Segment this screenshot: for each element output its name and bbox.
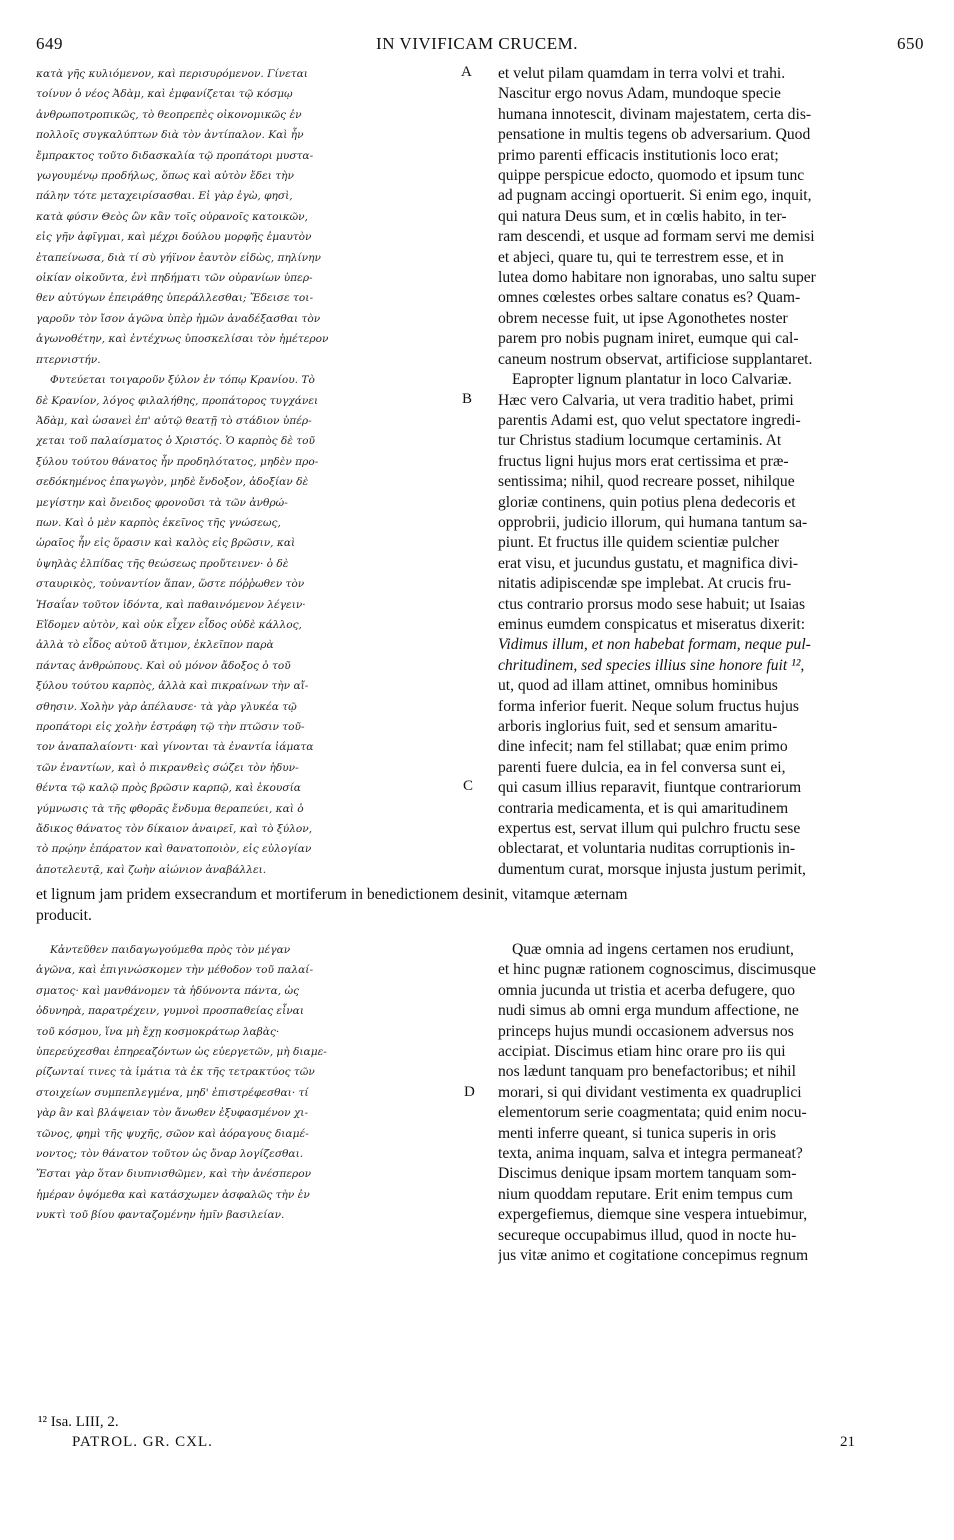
greek-text-line: σματος· καὶ μανθάνομεν τὰ ἡδύνοντα πάντα, ὡς (36, 984, 300, 997)
greek-text-line: γὰρ ἂν καὶ βλάψειαν τὸν ἄνωθεν ἐξυφασμένον χι- (36, 1107, 309, 1120)
greek-text-line: πάλην τότε μεταχειρίσασθαι. Εἰ γὰρ ἐγὼ, φησὶ, (36, 190, 293, 203)
greek-text-line: μεγίστην καὶ ὄνειδος φρονοῦσι τὰ τῶν ἀνθρώ- (36, 496, 288, 509)
latin-text-line: expertus est, servat illum qui pulchro fructu sese (498, 820, 801, 838)
latin-text-line: forma inferior fuerit. Neque solum fructus hujus (498, 697, 799, 715)
greek-text-line: θεν αὐτύγων ἐπειράθης ὑπεράλλεσθαι; Ἔδεισε τοι- (36, 292, 314, 305)
greek-text-line: κατὰ φύσιν Θεὸς ὢν κἂν τοῖς οὐρανοῖς κατοικῶν, (36, 210, 308, 223)
greek-text-line: ὑψηλὰς ἐλπίδας τῆς θεώσεως προὔτεινεν· ὁ δὲ (36, 557, 289, 570)
greek-text-line: ρίζωνταί τινες τὰ ἱμάτια τὰ ἐκ τῆς τετρακτύος τῶν (36, 1066, 315, 1079)
greek-text-line: ἐταπείνωσα, διὰ τί σὺ γήϊνον ἑαυτὸν εἰδὼς, πηλίνην (36, 251, 321, 264)
latin-text-line: menti inferre queant, si tunica superis in oris (498, 1124, 777, 1142)
greek-text-line: ξύλου τούτου θάνατος ἦν προδηλότατος, μηδὲν προ- (36, 455, 319, 468)
greek-text-line: ἄδικος θάνατος τὸν δίκαιον ἀναιρεῖ, καὶ τὸ ξύλον, (36, 823, 313, 836)
latin-text-line: accipiat. Discimus etiam hinc orare pro iis qui (498, 1043, 786, 1061)
latin-text-line: sentissima; nihil, quod recreare posset, nihilque (498, 473, 795, 491)
latin-text-line: qui natura Deus sum, et in cœlis habito, in ter- (498, 207, 787, 225)
latin-text-line: texta, anima inquam, salva et integra permaneat? (498, 1145, 803, 1163)
greek-text-line: χεται τοῦ παλαίσματος ὁ Χριστός. Ὁ καρπὸς δὲ τοῦ (36, 435, 315, 448)
greek-text-line: πτερνιστήν. (36, 353, 101, 366)
latin-column-top (498, 64, 924, 880)
latin-text-line: morari, si qui dividant vestimenta ex quadruplici (498, 1083, 802, 1101)
greek-text-line: οἰκίαν οἰκοῦντα, ἑνὶ πηδήματι τῶν οὐρανίων ὑπερ- (36, 272, 313, 285)
greek-text-line: γωγουμένῳ προδήλως, ὅπως καὶ αὐτὸν ἔδει τὴν (36, 170, 294, 183)
latin-text-line: tur Christus stadium locumque certaminis. At (498, 432, 782, 450)
latin-text-line: lutea domo habitare non ignorabas, uno saltu super (498, 269, 816, 287)
latin-text-line: dine infecit; nam fel stillabat; quæ enim primo (498, 738, 788, 756)
latin-text-line: caneum nostrum observat, artificiose supplantaret. (498, 350, 813, 368)
latin-text-line: Eapropter lignum plantatur in loco Calvariæ. (512, 371, 792, 389)
signature-number: 21 (840, 1434, 855, 1450)
latin-text-line: arboris inglorius fuit, sed et sensum amaritu- (498, 718, 778, 735)
latin-text-line: piunt. Et fructus ille quidem scientiæ pulcher (498, 534, 780, 552)
greek-column-bottom (36, 940, 456, 1226)
greek-text-line: τον ἀναπαλαίοντι· καὶ γίνονται τὰ ἐναντία ἰάματα (36, 741, 314, 754)
greek-text-line: Κἀντεῦθεν παιδαγωγούμεθα πρὸς τὸν μέγαν (50, 944, 291, 956)
latin-text-line: eminus eumdem conspicatus et miseratus dixerit: (498, 615, 806, 633)
greek-text-line: Ἀδὰμ, καὶ ὡσανεὶ ἐπ' αὐτῷ θεατῇ τὸ στάδιον ὑπέρ- (36, 414, 312, 427)
greek-text-line: εἰς γῆν ἀφῖγμαι, καὶ μέχρι δούλου μορφῆς ἐμαυτὸν (36, 231, 312, 244)
greek-text-line: ὑπερεύχεσθαι ἐπηρεαζόντων ὡς εὐεργετῶν, μὴ διαμε- (36, 1046, 327, 1059)
latin-text-line: dumentum curat, morsque injusta justum perimit, (498, 860, 806, 878)
greek-text-line: τῶν ἐναντίων, καὶ ὁ πικρανθεὶς σώζει τὸν ἡδυν- (36, 761, 299, 774)
latin-text-line: oblectarat, et voluntaria nuditas corruptionis in- (498, 840, 796, 858)
latin-text-line: Nascitur ergo novus Adam, mundoque specie (498, 85, 781, 103)
margin-letter-d: D (464, 1084, 475, 1100)
latin-text-line: ram descendi, et usque ad formam servi me demisi (498, 228, 815, 246)
greek-text-line: γαροῦν τὸν ἴσον ἀγῶνα ὑπὲρ ἡμῶν ἀναδέξασθαι τὸν (36, 312, 321, 325)
latin-text-line: ut, quod ad illam attinet, omnibus hominibus (498, 677, 778, 695)
greek-text-line: νυκτὶ τοῦ βίου φανταζομένην ἡμῖν βασιλείαν. (36, 1209, 285, 1222)
latin-text-line: et hinc pugnæ rationem cognoscimus, discimusque (498, 961, 816, 979)
signature-mark: PATROL. GR. CXL. (72, 1434, 213, 1450)
latin-text-line: princeps hujus mundi occasionem adversus nos (498, 1022, 794, 1040)
margin-letter-c: C (463, 778, 474, 794)
greek-text-line: ἡμέραν ὀψόμεθα καὶ κατάσχωμεν ἀσφαλῶς τὴν ἐν (36, 1188, 310, 1201)
latin-text-line: ctus contrario prorsus modo sese habuit; ut Isaias (498, 595, 806, 613)
latin-text-line: nium quoddam reputare. Erit enim tempus cum (498, 1185, 793, 1203)
latin-text-line: ad pugnam accingi oportuerit. Si enim ego, inquit, (498, 187, 812, 205)
greek-text-line: ἔμπρακτος τοῦτο διδασκαλία τῷ προπάτορι μυστα- (36, 149, 314, 162)
greek-text-line: πολλοῖς συγκαλύπτων διὰ τὸν ἀντίπαλον. Καὶ ἦν (36, 129, 304, 142)
latin-text-line: parem pro nobis pugnam iniret, eumque qui cal- (498, 330, 799, 348)
greek-text-line: Ἔσται γὰρ ὅταν διυπνισθῶμεν, καὶ τὴν ἀνέσπερον (36, 1168, 312, 1181)
latin-text-line: pensatione in multis tegens ob adversarium. Quod (498, 126, 811, 144)
latin-text-line: omnes cœlestes orbes saltare conatus es? Quam- (498, 289, 801, 307)
greek-text-line: Φυτεύεται τοιγαροῦν ξύλον ἐν τόπῳ Κρανίου. Τὸ (50, 374, 315, 387)
greek-text-line: ξύλου τούτου καρπὸς, ἀλλὰ καὶ πικραίνων τὴν αἴ- (36, 680, 309, 693)
latin-text-line: opprobrii, judicio illorum, qui humana tantum sa- (498, 513, 808, 531)
footnote: ¹² Isa. LIII, 2. (38, 1414, 119, 1430)
full-width-line: et lignum jam pridem exsecrandum et mortiferum in benedictionem desinit, vitamque æternam (36, 886, 628, 903)
latin-text-line: Quæ omnia ad ingens certamen nos erudiunt, (512, 941, 794, 958)
greek-text-line: πων. Καὶ ὁ μὲν καρπὸς ἐκεῖνος τῆς γνώσεως, (36, 516, 281, 529)
latin-text-line: jus vitæ animo et cogitatione concepimus regnum (498, 1247, 809, 1265)
latin-text-line: primo parenti efficacis institutionis loco erat; (498, 146, 779, 164)
greek-text-line: ὀδυνηρὰ, παρατρέχειν, γυμνοὶ προσπαθείας εἶναι (36, 1005, 304, 1018)
latin-text-line: Hæc vero Calvaria, ut vera traditio habet, primi (498, 391, 794, 409)
margin-letter-b: B (462, 391, 473, 407)
margin-letter-a: A (461, 64, 472, 80)
greek-text-line: σταυρικὸς, τοὐναντίον ἅπαν, ὥστε πόῤῥωθεν τὸν (36, 578, 305, 591)
greek-text-line: πάντας ἀνθρώπους. Καὶ οὐ μόνον ἄδοξος ὁ τοῦ (36, 659, 291, 672)
greek-text-line: στοιχείων συμπεπλεγμένα, μηδ' ἐπιστρέφεσθαι· τί (36, 1086, 309, 1099)
latin-text-line: nudi simus ab omni erga mundum affectione, ne (498, 1002, 799, 1020)
greek-text-line: ὡραῖος ἦν εἰς ὅρασιν καὶ καλὸς εἰς βρῶσιν, καὶ (36, 537, 296, 550)
greek-text-line: τοῦ κόσμου, ἵνα μὴ ἔχῃ κοσμοκράτωρ λαβὰς· (36, 1025, 280, 1038)
greek-text-line: τὸ πρῴην ἐπάρατον καὶ θανατοποιὸν, εἰς εὐλογίαν (36, 843, 312, 856)
running-title: IN VIVIFICAM CRUCEM. (376, 34, 578, 53)
greek-text-line: ἀγωνοθέτην, καὶ ἐντέχνως ὑποσκελίσαι τὸν ἡμέτερον (36, 333, 329, 346)
latin-text-line: parenti fuere dulcia, ea in fel conversa sunt ei, (498, 758, 786, 776)
latin-text-line: nos lædunt tanquam pro benefactoribus; et nihil (498, 1063, 796, 1081)
greek-text-line: θέντα τῷ καλῷ πρὸς βρῶσιν καρπῷ, καὶ ἑκουσία (36, 782, 301, 795)
greek-text-line: δὲ Κρανίον, λόγος φιλαλήθης, προπάτορος τυγχάνει (36, 394, 319, 407)
greek-text-line: κατὰ γῆς κυλιόμενον, καὶ περισυρόμενον. Γίνεται (36, 68, 308, 80)
latin-text-line: qui casum illius reparavit, fiuntque contrariorum (498, 779, 802, 797)
greek-text-line: Εἴδομεν αὐτὸν, καὶ οὐκ εἶχεν εἶδος οὐδὲ κάλλος, (36, 618, 302, 631)
page-number-right: 650 (897, 34, 924, 53)
latin-text-line: fructus ligni hujus mors erat certissima et præ- (498, 452, 789, 470)
latin-text-line: expergefiemus, diemque sine vespera intuebimur, (498, 1206, 808, 1224)
latin-text-line: parentis Adami est, quo velut spectatore ingredi- (498, 411, 801, 429)
greek-text-line: τῶνος, φημὶ τῆς ψυχῆς, σῶον καὶ ἀόραγους διαμέ- (36, 1127, 309, 1140)
greek-text-line: ἀποτελευτᾷ, καὶ ζωὴν αἰώνιον ἀναβάλλει. (36, 863, 267, 876)
greek-text-line: σεδόκημένος ἐπαγωγὸν, μηδὲ ἔνδοξον, ἀδοξίαν δὲ (36, 476, 309, 489)
latin-text-line: erat visu, et jucundus gustatu, et magnifica divi- (498, 554, 799, 572)
latin-text-line: elementorum serie coagmentata; quid enim nocu- (498, 1104, 807, 1122)
latin-text-line: chritudinem, sed species illius sine honore fuit ¹², (498, 656, 805, 674)
latin-text-line: omnia jucunda ut tristia et acerba defugere, quo (498, 981, 796, 999)
greek-text-line: ἀνθρωποτροπικῶς, τὸ θεοπρεπὲς οἰκονομικῶς ἐν (36, 108, 302, 121)
greek-text-line: τοίνυν ὁ νέος Ἀδὰμ, καὶ ἐμφανίζεται τῷ κόσμῳ (36, 88, 293, 101)
greek-text-line: νοντος; τὸν θάνατον τοῦτον ὡς ὄναρ λογίζεσθαι. (36, 1148, 304, 1161)
greek-column-top (36, 64, 456, 880)
greek-text-line: Ἡσαΐαν τοῦτον ἰδόντα, καὶ παθαινόμενον λέγειν· (36, 598, 306, 611)
page-number-left: 649 (36, 34, 63, 53)
latin-text-line: obrem necesse fuit, ut ipse Agonothetes noster (498, 309, 788, 327)
latin-text-line: et velut pilam quamdam in terra volvi et trahi. (498, 65, 786, 82)
latin-column-bottom (498, 940, 924, 1267)
latin-text-line: Vidimus illum, et non habebat formam, neque pul- (498, 636, 811, 654)
latin-text-line: nitatis adipiscendæ spe implebat. At crucis fru- (498, 575, 792, 593)
latin-text-line: gloriæ continens, quin potius plena dedecoris et (498, 493, 796, 511)
latin-text-line: secureque occupabimus illud, quod in nocte hu- (498, 1226, 797, 1244)
greek-text-line: σθησιν. Χολὴν γὰρ ἀπέλαυσε· τὰ γὰρ γλυκέα τῷ (36, 700, 297, 713)
full-width-line-end: producit. (36, 907, 92, 924)
latin-text-line: quippe perspicue edocto, quomodo et ipsum tunc (498, 167, 805, 185)
latin-text-line: humana innotescit, divinam majestatem, certa dis- (498, 105, 812, 123)
latin-text-line: et abjeci, quare tu, qui te terrestrem esse, et in (498, 248, 784, 266)
greek-text-line: γύμνωσις τὰ τῆς φθορᾶς ἔνδυμα θεραπεύει, καὶ ὁ (36, 802, 304, 815)
greek-text-line: προπάτορι εἰς χολὴν ἐστράφη τῷ τὴν πτῶσιν τοῦ- (36, 721, 305, 733)
greek-text-line: ἀγῶνα, καὶ ἐπιγινώσκομεν τὴν μέθοδον τοῦ παλαί- (36, 964, 314, 977)
latin-text-line: contraria medicamenta, et is qui amaritudinem (498, 799, 789, 817)
latin-text-line: Discimus denique ipsam mortem tanquam som- (498, 1165, 797, 1183)
greek-text-line: ἀλλὰ τὸ εἶδος αὐτοῦ ἄτιμον, ἐκλεῖπον παρὰ (36, 639, 274, 652)
